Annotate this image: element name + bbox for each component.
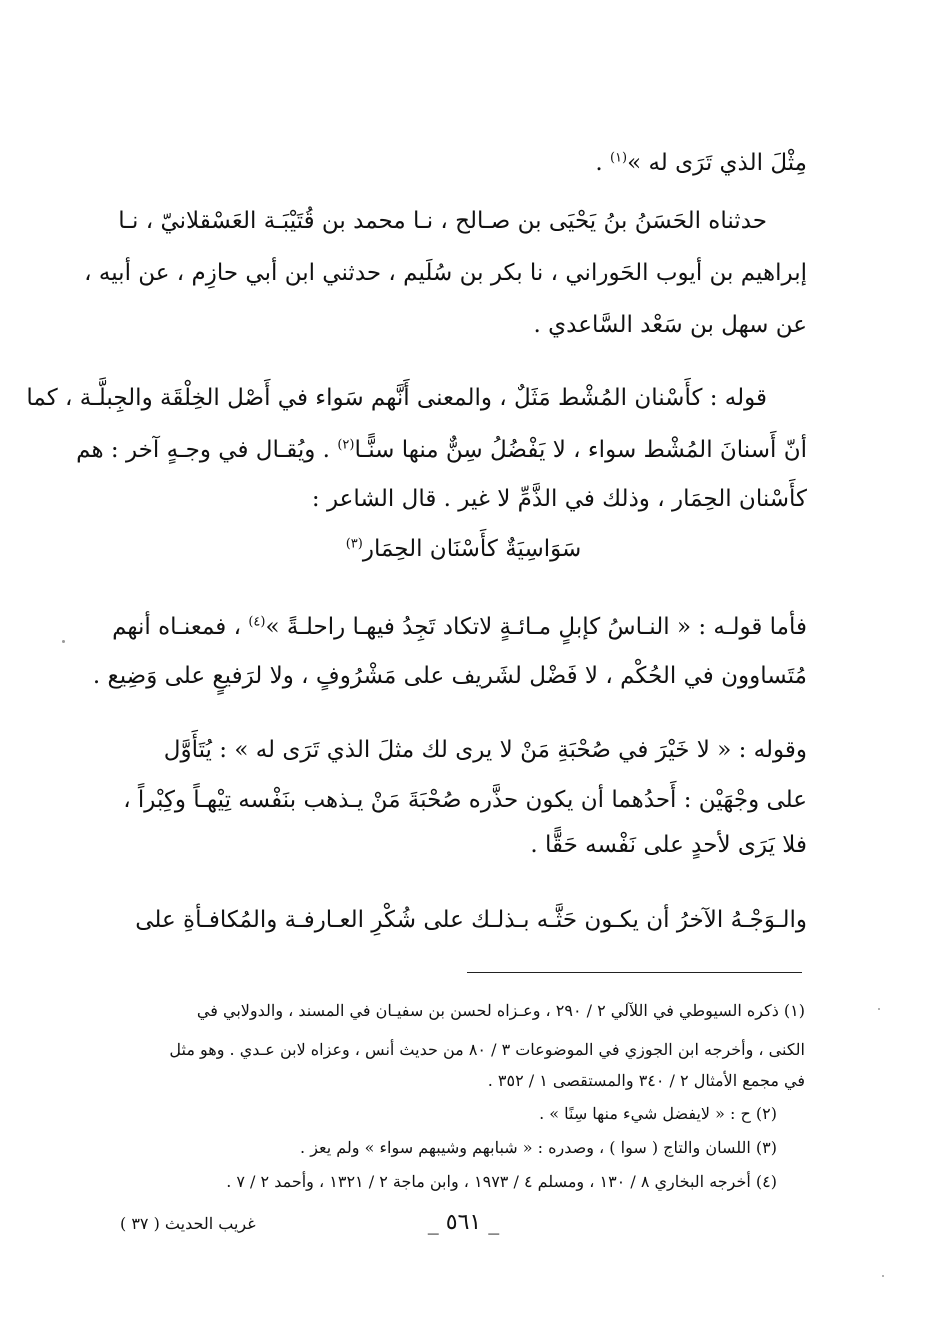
text-line: فلا يَرَى لأحدٍ على نَفْسه حَقًّا . (530, 832, 807, 858)
text-line: وقوله : « لا خَيْرَ في صُحْبَةِ مَنْ لا يرى لك مثلَ الذي تَرَى له » : يُتَأَوَّل (163, 737, 807, 763)
text-line: مُتَساوون في الحُكْم ، لا فَضْل لشَريف على مَشْرُوفٍ ، ولا لرَفيعٍ على وَضِيع . (92, 663, 807, 689)
text-span: أنّ أَسنانَ المُشْط سواء ، لا يَفْضُلُ سِنٌّ منها سنًّـا (354, 437, 807, 463)
text-line: عن سهل بن سَعْد السَّاعدي . (533, 312, 807, 338)
text-line: قوله : كأَسْنان المُشْط مَثَلٌ ، والمعنى أَنَّهم سَواء في أَصْل الخِلْقَة والجِبلَّـة ، كما (26, 385, 767, 411)
text-span: فأما قولـه : « النـاسُ كإبلٍ مـائـةٍ لاتكاد تَجِدُ فيهـا راحلـةً » (265, 614, 807, 640)
text-span: . (595, 150, 610, 176)
verse-text: سَوَاسِيَةٌ كأَسْنَان الحِمَار (362, 536, 582, 562)
text-line (112, 612, 807, 642)
text-line: على وجْهَيْن : أَحدُهما أن يكون حذَّره صُحْبَةَ مَنْ يـذهب بنَفْسه تِيْهـاً وكِبْراً ، (123, 787, 807, 813)
paper-speck (62, 640, 65, 643)
footnote-line: في مجمع الأمثال ٢ / ٣٤٠ والمستقصى ١ / ٣٥٢ . (487, 1071, 805, 1090)
text-line (595, 148, 807, 178)
footnote-line: (١) ذكره السيوطي في اللآلي ٢ / ٢٩٠ ، وعـزاه لحسن بن سفيـان في المسند ، والدولابي في (196, 1001, 805, 1020)
book-signature: غريب الحديث ( ٣٧ ) (120, 1214, 256, 1233)
text-line: إبراهيم بن أيوب الحَوراني ، نا بكر بن سُلَيم ، حدثني ابن أبي حازِم ، عن أبيه ، (84, 260, 807, 286)
footnote-line: (٤) أخرجه البخاري ٨ / ١٣٠ ، ومسلم ٤ / ١٩٧٣ ، وابن ماجة ٢ / ١٣٢١ ، وأحمد ٢ / ٧ . (226, 1172, 777, 1191)
footnote-line: الكنى ، وأخرجه ابن الجوزي في الموضوعات ٣ / ٨٠ من حديث أنس ، وعزاه لابن عـدي . وهو مثل (169, 1040, 805, 1059)
text-span: ، فمعنـاه أنهم (112, 614, 249, 640)
text-line: كأَسْنان الحِمَار ، وذلك في الذَّمِّ لا غير . قال الشاعر : (311, 486, 807, 512)
footnote-separator (467, 972, 802, 973)
footnote-line: (٣) اللسان والتاج ( سوا ) ، وصدره : « شبابهم وشيبهم سواء » ولم يعز . (300, 1138, 777, 1157)
footnote-line: (٢) ح : « لايفضل شيء منها سِنًا » . (539, 1104, 777, 1123)
paper-speck (882, 1275, 884, 1277)
footnote-ref: (١) (609, 150, 628, 166)
text-line: والـوَجْـهُ الآخرُ أن يكـون حَثَّـه بـذلـك على شُكْرِ العـارفـة والمُكافـأةِ على (135, 907, 807, 933)
footnote-ref: (٤) (248, 614, 266, 630)
verse-line (0, 534, 927, 564)
footnote-ref: (٢) (337, 437, 355, 453)
text-span: . ويُقـال في وجـهٍ آخر : هم (76, 437, 338, 463)
text-line (76, 435, 807, 465)
text-span: مِثْلَ الذي تَرَى له » (627, 150, 807, 176)
footnote-ref: (٣) (345, 536, 363, 552)
text-line: حدثناه الحَسَنُ بنُ يَحْيَى بن صـالح ، نـا محمد بن قُتَيْبَـة العَسْقلانيّ ، نـا (118, 208, 767, 234)
page-number: _ ٥٦١ _ (427, 1210, 500, 1235)
paper-speck (878, 1008, 880, 1010)
